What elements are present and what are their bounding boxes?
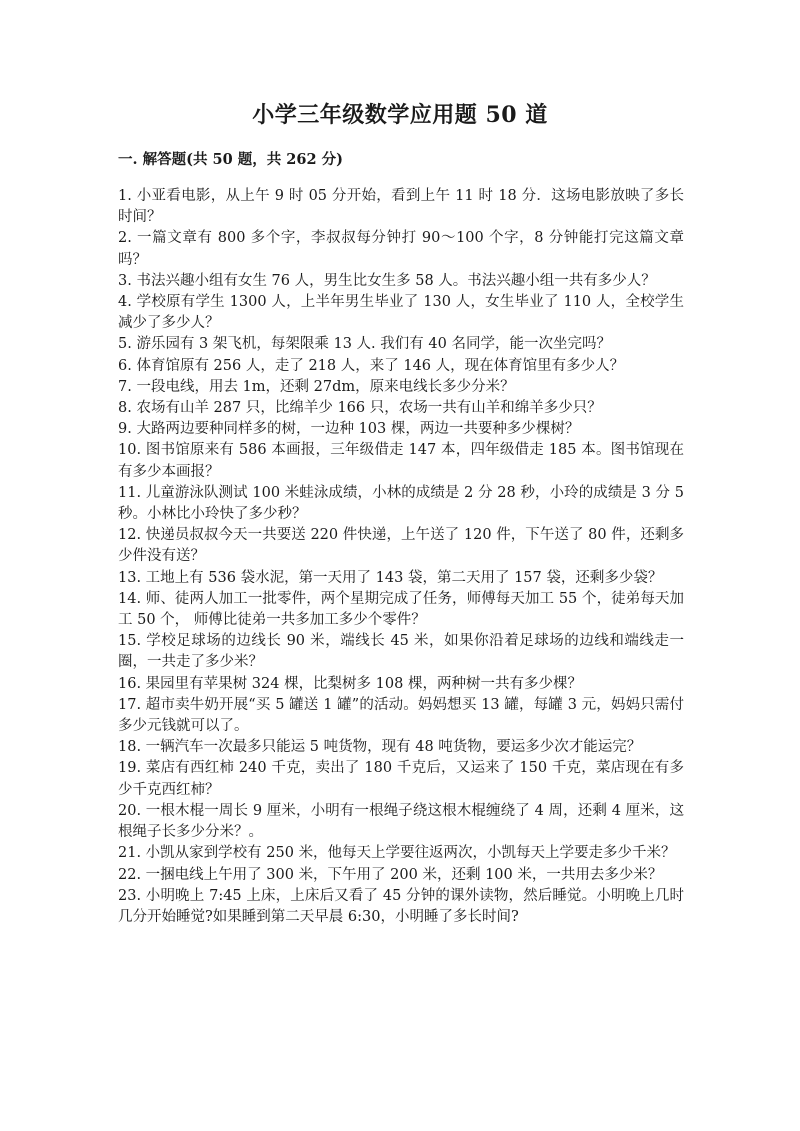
question-item: 22. 一捆电线上午用了 300 米，下午用了 200 米，还剩 100 米，一共用去多少米？ xyxy=(118,866,663,883)
question-item: 4. 学校原有学生 1300 人，上半年男生毕业了 130 人，女生毕业了 110 人，全校学生减少了多少人？ xyxy=(118,294,684,332)
question-item: 16. 果园里有苹果树 324 棵，比梨树多 108 棵，两种树一共有多少棵？ xyxy=(118,675,582,692)
question-item: 18. 一辆汽车一次最多只能运 5 吨货物，现有 48 吨货物，要运多少次才能运完？ xyxy=(118,739,642,756)
question-item: 12. 快递员叔叔今天一共要送 220 件快递，上午送了 120 件，下午送了 80 件，还剩多少件没有送？ xyxy=(118,527,684,565)
question-item: 5. 游乐园有 3 架飞机，每架限乘 13 人. 我们有 40 名同学，能一次坐完吗？ xyxy=(118,336,611,353)
page-title: 小学三年级数学应用题 50 道 xyxy=(252,102,548,128)
question-item: 8. 农场有山羊 287 只，比绵羊少 166 只，农场一共有山羊和绵羊多少只？ xyxy=(118,400,602,417)
question-item: 2. 一篇文章有 800 多个字，李叔叔每分钟打 90～100 个字，8 分钟能打完这篇文章吗？ xyxy=(118,230,684,268)
section-heading: 一. 解答题(共 50 题，共 262 分) xyxy=(118,151,343,168)
question-item: 6. 体育馆原有 256 人，走了 218 人，来了 146 人，现在体育馆里有多少人？ xyxy=(118,357,625,374)
question-item: 7. 一段电线，用去 1m，还剩 27dm，原来电线长多少分米？ xyxy=(118,378,515,395)
question-item: 20. 一根木棍一周长 9 厘米，小明有一根绳子绕这根木棍缠绕了 4 周，还剩 4 厘米，这根绳子长多少分米？。 xyxy=(118,802,684,841)
question-item: 11. 儿童游泳队测试 100 米蛙泳成绩，小林的成绩是 2 分 28 秒，小玲的成绩是 3 分 5 秒。小林比小玲快了多少秒？ xyxy=(118,484,684,523)
question-item: 3. 书法兴趣小组有女生 76 人，男生比女生多 58 人。书法兴趣小组一共有多少人？ xyxy=(118,272,656,289)
question-item: 23. 小明晚上 7:45 上床，上床后又看了 45 分钟的课外读物，然后睡觉。小明晚上几时几分开始睡觉?如果睡到第二天早晨 6:30，小明睡了多长时间? xyxy=(118,887,684,925)
question-item: 19. 菜店有西红柿 240 千克，卖出了 180 千克后，又运来了 150 千克，菜店现在有多少千克西红柿？ xyxy=(118,760,684,798)
question-item: 1. 小亚看电影，从上午 9 时 05 分开始，看到上午 11 时 18 分．这场电影放映了多长时间？ xyxy=(118,188,684,226)
question-item: 15. 学校足球场的边线长 90 米，端线长 45 米，如果你沿着足球场的边线和端线走一圈，一共走了多少米？ xyxy=(118,633,684,671)
question-item: 14. 师、徒两人加工一批零件，两个星期完成了任务，师傅每天加工 55 个，徒弟每天加工 50 个， 师傅比徒弟一共多加工多少个零件？ xyxy=(118,590,684,629)
question-item: 13. 工地上有 536 袋水泥，第一天用了 143 袋，第二天用了 157 袋，还剩多少袋？ xyxy=(118,569,663,586)
question-list xyxy=(118,186,684,928)
question-item: 21. 小凯从家到学校有 250 米，他每天上学要往返两次，小凯每天上学要走多少千米？ xyxy=(118,845,676,862)
question-item: 10. 图书馆原来有 586 本画报，三年级借走 147 本，四年级借走 185 本。图书馆现在有多少本画报？ xyxy=(118,442,684,480)
question-item: 9. 大路两边要种同样多的树，一边种 103 棵，两边一共要种多少棵树？ xyxy=(118,421,580,438)
question-item: 17. 超市卖牛奶开展“买 5 罐送 1 罐”的活动。妈妈想买 13 罐，每罐 3 元，妈妈只需付多少元钱就可以了。 xyxy=(118,696,684,735)
